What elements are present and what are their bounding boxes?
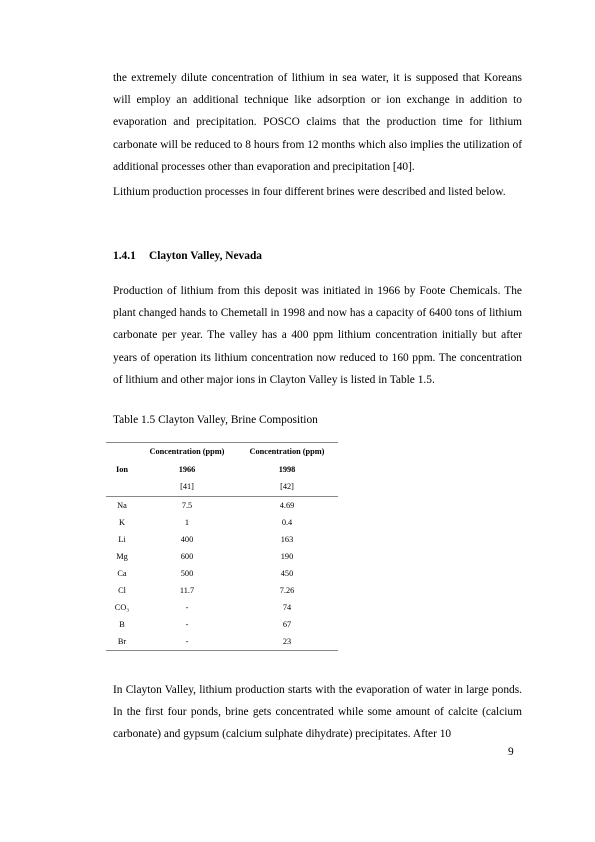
value-1998-cell: 23 <box>236 633 338 651</box>
table-row <box>106 565 338 582</box>
table-row <box>106 496 338 514</box>
ion-cell: K <box>119 517 125 527</box>
ion-cell: CO₃ <box>114 602 130 612</box>
ion-cell: Li <box>118 534 126 544</box>
value-1966-cell: 500 <box>180 568 194 578</box>
header-empty <box>106 478 138 496</box>
header-col2-year: 1998 <box>278 464 296 474</box>
ion-cell: Ca <box>117 568 127 578</box>
header-empty <box>106 443 138 461</box>
page-number: 9 <box>508 746 514 758</box>
ion-cell: Cl <box>118 585 126 595</box>
value-1998-cell: 74 <box>282 602 292 612</box>
value-1998-cell: 163 <box>280 534 294 544</box>
ion-cell: Br <box>106 633 138 651</box>
header-col1-title: Concentration (ppm) <box>138 443 236 461</box>
table-caption: Table 1.5 Clayton Valley, Brine Composition <box>113 414 318 426</box>
value-1998-cell: 4.69 <box>279 500 295 510</box>
paragraph-intro: the extremely dilute concentration of lithium in sea water, it is supposed that Koreans will employ an additional technique like adsorption or ion exchange in addition to evaporation and precipitation. POSCO claims that the production time for lithium carbonate will be reduced to 8 hours from 12 months which also implies the utilization of additional processes other than evaporation and precipitation [40]. <box>113 72 522 173</box>
table-row <box>106 531 338 548</box>
ion-cell: Na <box>117 500 127 510</box>
header-ion: Ion <box>116 464 128 474</box>
header-col2-title: Concentration (ppm) <box>236 443 338 461</box>
value-1998-cell: 0.4 <box>281 517 293 527</box>
table-row <box>106 514 338 531</box>
value-1966-cell: - <box>185 619 189 629</box>
header-col1-ref: [41] <box>138 478 236 496</box>
table-row <box>106 582 338 599</box>
ion-cell: Mg <box>116 551 128 561</box>
section-heading <box>113 250 262 262</box>
value-1966-cell: - <box>185 602 189 612</box>
value-1998-cell: 450 <box>280 568 294 578</box>
ion-cell: B <box>119 619 125 629</box>
brine-composition-table <box>106 442 338 651</box>
table-row <box>106 548 338 565</box>
paragraph-clayton-valley: Production of lithium from this deposit was initiated in 1966 by Foote Chemicals. The plant changed hands to Chemetall in 1998 and now has a capacity of 6400 tons of lithium carbonate per year. The valley has a 400 ppm lithium concentration initially but after years of operation its lithium concentration now reduced to 160 ppm. The concentration of lithium and other major ions in Clayton Valley is listed in Table 1.5. <box>113 285 522 386</box>
value-1998-cell: 67 <box>282 619 292 629</box>
value-1966-cell: 400 <box>180 534 194 544</box>
header-col1-year: 1966 <box>178 464 196 474</box>
value-1966-cell: - <box>138 633 236 651</box>
value-1966-cell: 11.7 <box>179 585 195 595</box>
value-1966-cell: 7.5 <box>181 500 193 510</box>
header-col2-ref: [42] <box>236 478 338 496</box>
table-row <box>106 633 338 651</box>
paragraph-processes: Lithium production processes in four different brines were described and listed below. <box>113 186 506 198</box>
value-1998-cell: 190 <box>280 551 294 561</box>
value-1966-cell: 600 <box>180 551 194 561</box>
value-1998-cell: 7.26 <box>279 585 295 595</box>
section-number: 1.4.1 <box>113 250 136 262</box>
table-row <box>106 599 338 616</box>
table-row <box>106 616 338 633</box>
value-1966-cell: 1 <box>184 517 190 527</box>
paragraph-production: In Clayton Valley, lithium production starts with the evaporation of water in large ponds. In the first four ponds, brine gets concentrated while some amount of calcite (calcium carbonate) and gypsum (calcium sulphate dihydrate) precipitates. After 10 <box>113 684 522 741</box>
section-title: Clayton Valley, Nevada <box>149 250 262 262</box>
